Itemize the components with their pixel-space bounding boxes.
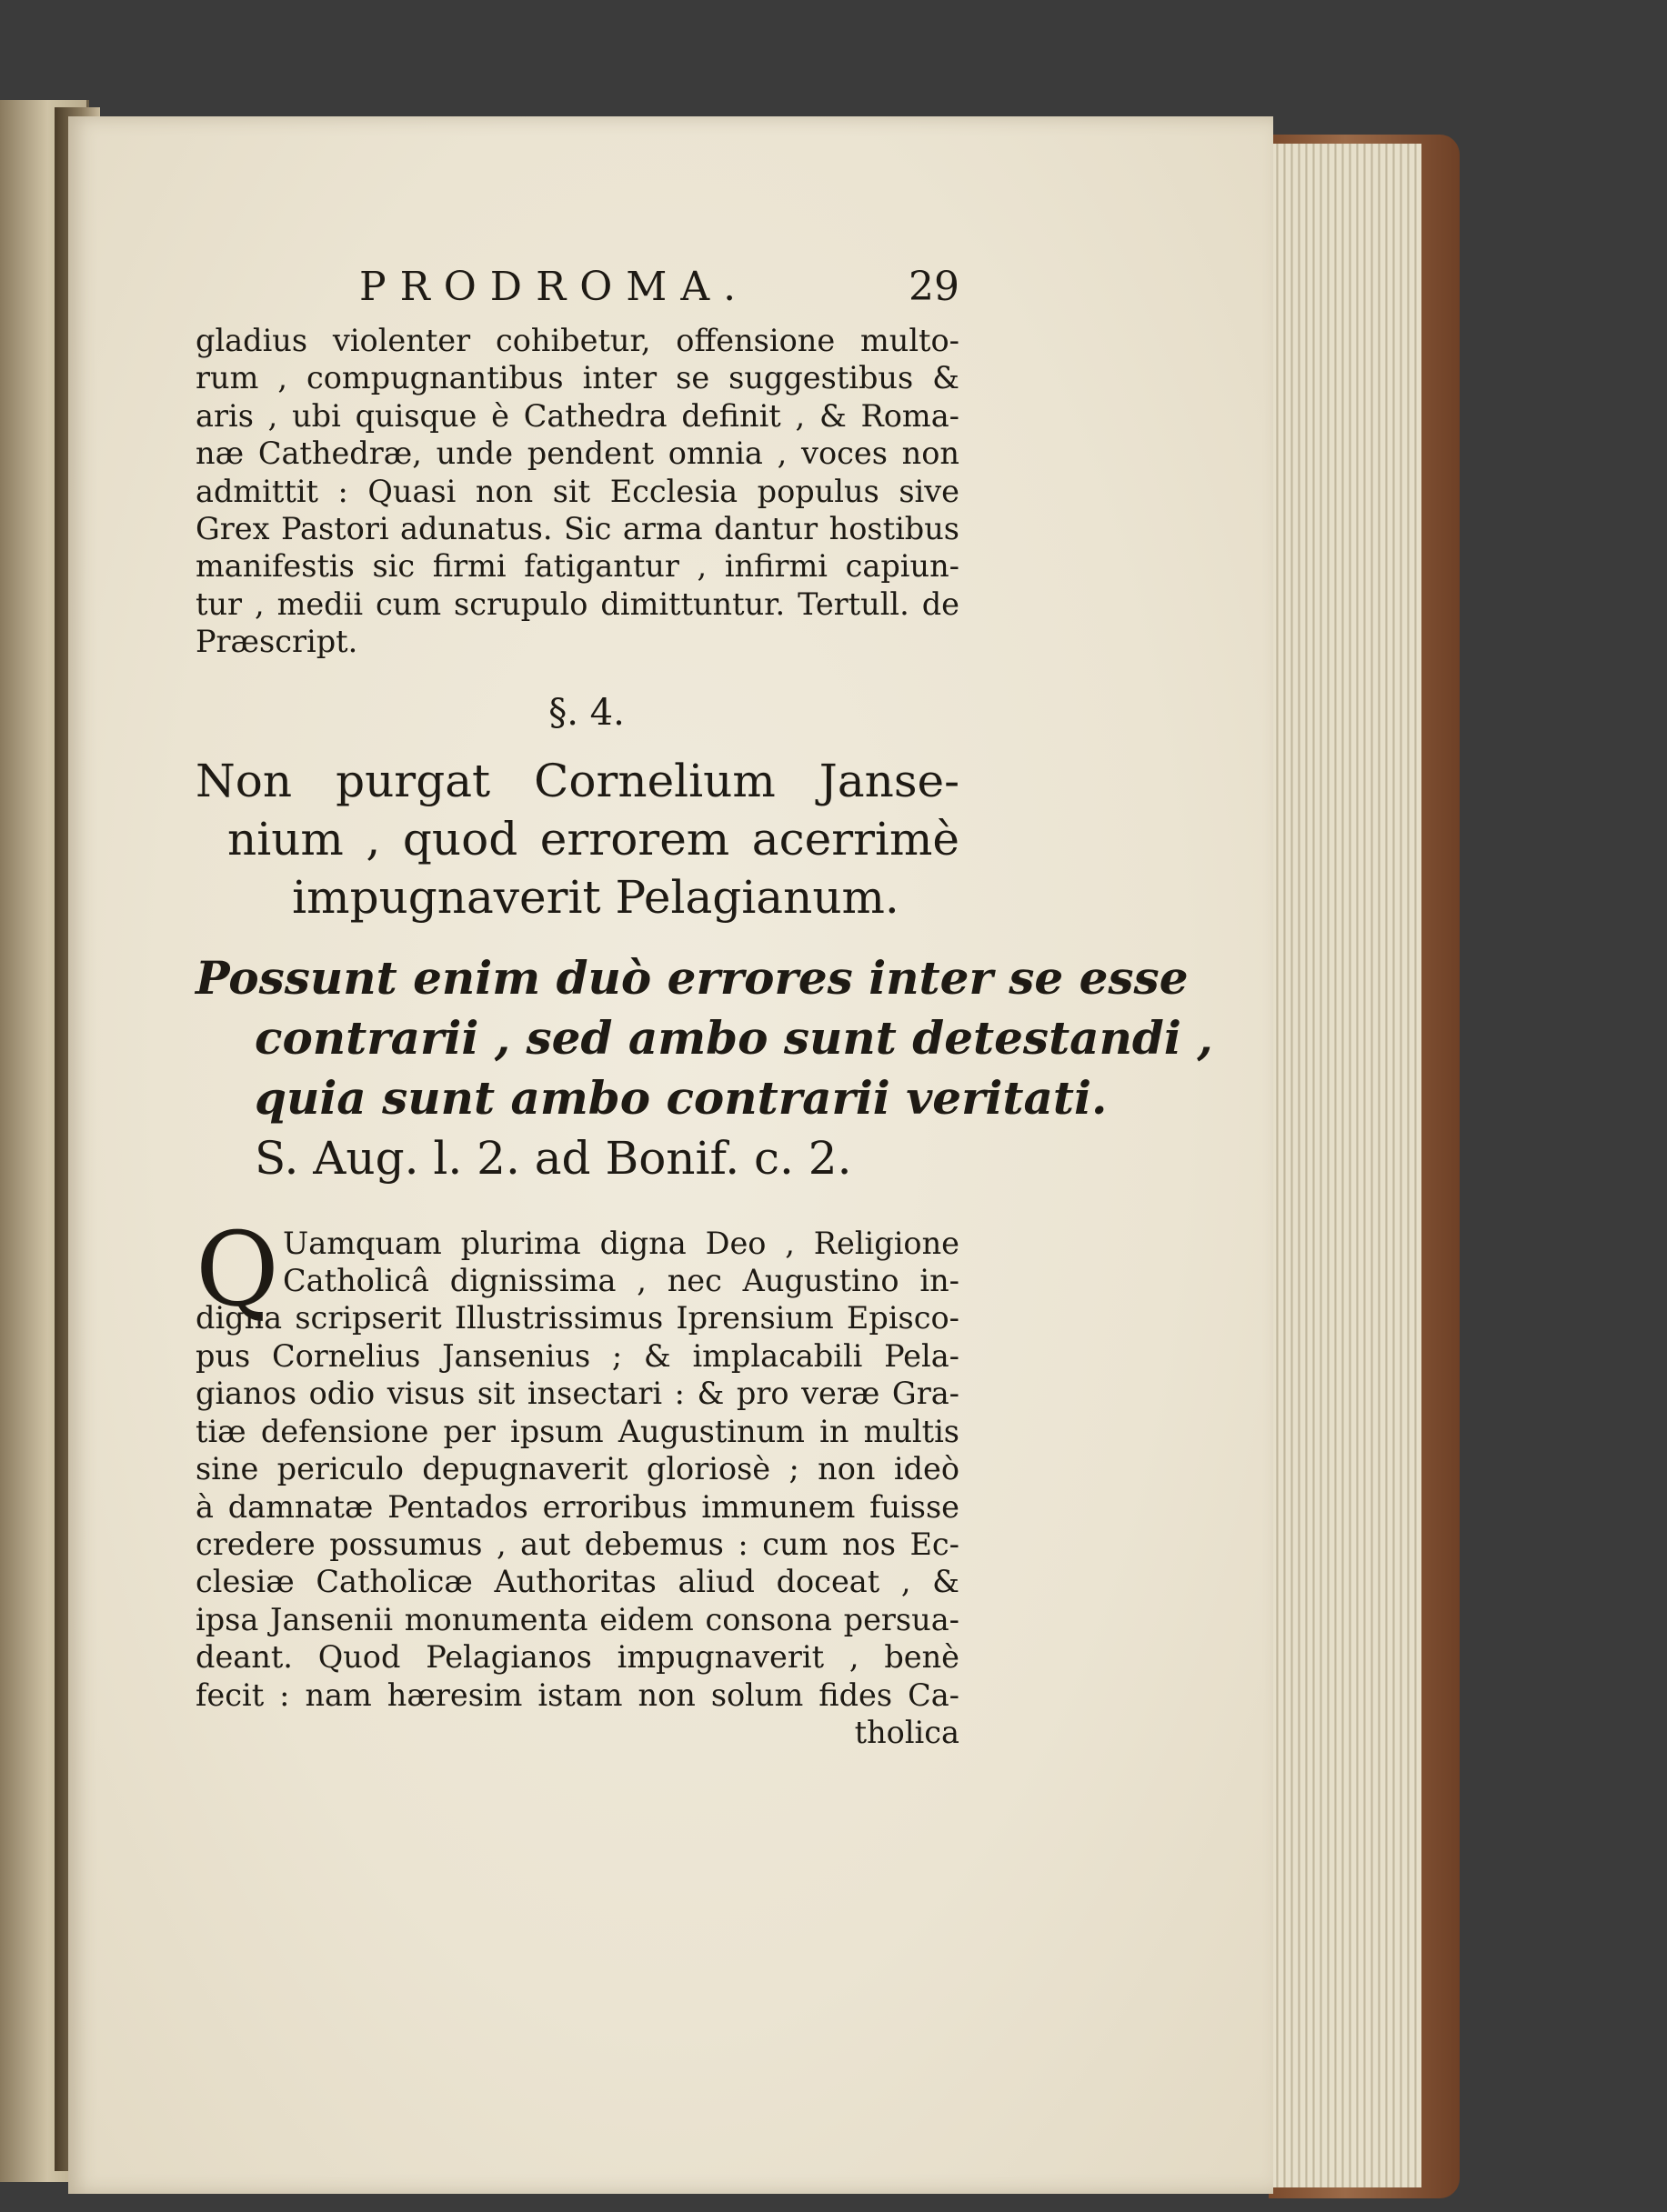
text-line: Grex Pastori adunatus. Sic arma dantur hostibus bbox=[196, 511, 959, 547]
section-mark: §. 4. bbox=[548, 691, 625, 734]
text-line: gianos odio visus sit insectari : & pro veræ Gra- bbox=[196, 1376, 959, 1412]
text-line: aris , ubi quisque è Cathedra definit , & Roma- bbox=[196, 397, 959, 434]
text-line: pus Cornelius Jansenius ; & implacabili Pela- bbox=[196, 1337, 959, 1374]
epigraph-quote bbox=[196, 948, 1213, 1188]
text-line: deant. Quod Pelagianos impugnaverit , benè bbox=[196, 1639, 959, 1676]
text-line: Præscript. bbox=[196, 624, 358, 660]
running-title: PRODROMA. bbox=[359, 264, 750, 310]
text-line: admittit : Quasi non sit Ecclesia populus sive bbox=[196, 473, 959, 509]
page-stack-edges bbox=[1269, 144, 1421, 2187]
text-line: Uamquam plurima digna Deo , Religione bbox=[283, 1225, 959, 1261]
text-line: digna scripserit Illustrissimus Iprensium Episco- bbox=[196, 1300, 959, 1336]
text-line: næ Cathedræ, unde pendent omnia , voces non bbox=[196, 435, 959, 472]
text-line: gladius violenter cohibetur, offensione multo- bbox=[196, 323, 959, 358]
heading-line: Non purgat Cornelium Janse- bbox=[196, 754, 959, 807]
section-heading bbox=[196, 752, 959, 926]
page-text bbox=[196, 264, 1213, 1751]
opening-paragraph bbox=[196, 322, 959, 661]
quote-citation: S. Aug. l. 2. ad Bonif. c. 2. bbox=[255, 1131, 852, 1185]
page-number: 29 bbox=[909, 264, 959, 310]
drop-cap: Q bbox=[196, 1210, 279, 1329]
running-head bbox=[196, 264, 959, 322]
text-line: Catholicâ dignissima , nec Augustino in- bbox=[283, 1263, 959, 1299]
quote-line: quia sunt ambo contrarii veritati. bbox=[255, 1070, 1108, 1125]
body-paragraph bbox=[196, 1210, 959, 1714]
text-line: tur , medii cum scrupulo dimittuntur. Tertull. de bbox=[196, 586, 959, 622]
text-line: tiæ defensione per ipsum Augustinum in multis bbox=[196, 1413, 959, 1449]
heading-line: impugnaverit Pelagianum. bbox=[292, 870, 899, 924]
text-line: sine periculo depugnaverit gloriosè ; non ideò bbox=[196, 1451, 959, 1487]
catchword: tholica bbox=[854, 1714, 959, 1750]
text-line: rum , compugnantibus inter se suggestibus & bbox=[196, 360, 959, 396]
text-line: ipsa Jansenii monumenta eidem consona persua- bbox=[196, 1601, 959, 1637]
text-line: fecit : nam hæresim istam non solum fides Ca- bbox=[196, 1677, 959, 1713]
heading-line: nium , quod errorem acerrimè bbox=[227, 812, 959, 866]
text-line: à damnatæ Pentados erroribus immunem fuisse bbox=[196, 1488, 959, 1525]
text-line: manifestis sic firmi fatigantur , infirmi capiun- bbox=[196, 548, 959, 585]
text-line: credere possumus , aut debemus : cum nos Ec- bbox=[196, 1526, 959, 1562]
quote-line: Possunt enim duò errores inter se esse bbox=[196, 950, 1189, 1005]
text-line: clesiæ Catholicæ Authoritas aliud doceat , & bbox=[196, 1564, 959, 1600]
quote-line: contrarii , sed ambo sunt detestandi , bbox=[255, 1010, 1213, 1065]
